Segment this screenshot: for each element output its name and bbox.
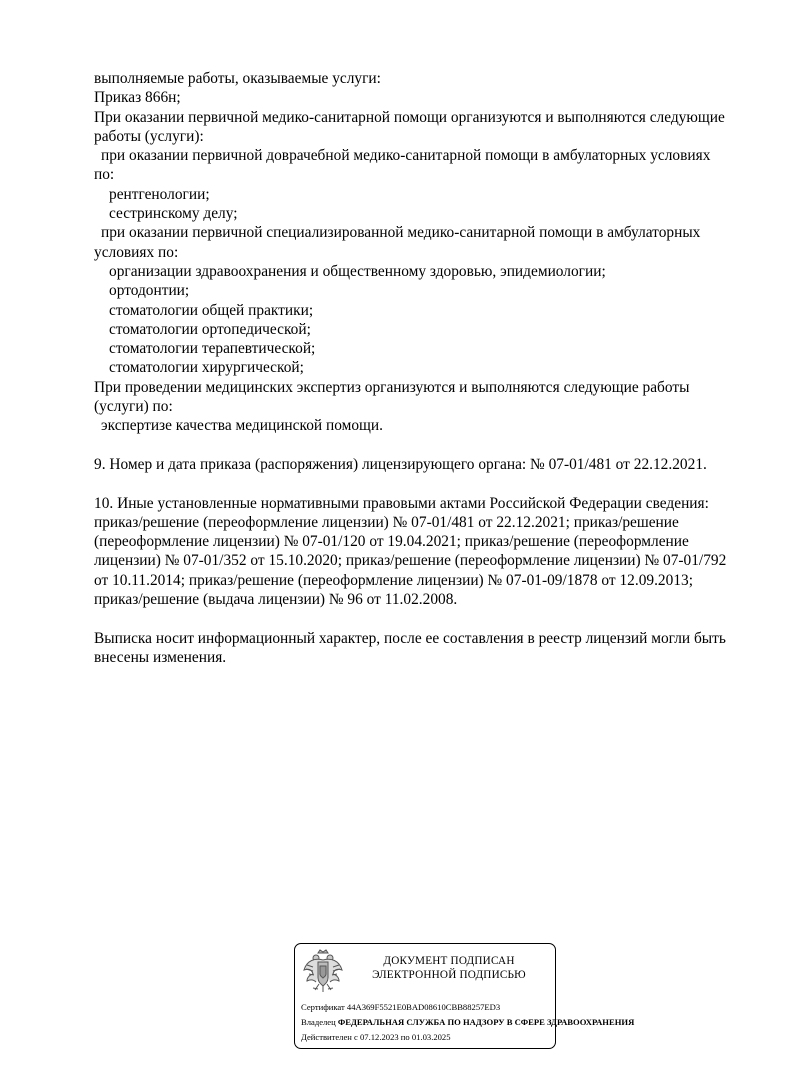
text-line: при оказании первичной специализированной медико-санитарной помощи в амбулаторных [101, 224, 701, 242]
stamp-title-line: ДОКУМЕНТ ПОДПИСАН [383, 955, 515, 967]
text-line: (услуги) по: [94, 398, 173, 416]
stamp-details [301, 1000, 635, 1046]
text-line: работы (услуги): [94, 127, 204, 145]
stamp-title-line: ЭЛЕКТРОННОЙ ПОДПИСЬЮ [372, 969, 526, 981]
text-line: сестринскому делу; [109, 205, 238, 223]
text-line: При проведении медицинских экспертиз организуются и выполняются следующие работы [94, 378, 690, 396]
text-line: при оказании первичной доврачебной медико-санитарной помощи в амбулаторных условиях [101, 147, 711, 165]
certificate-label: Сертификат [301, 1002, 345, 1012]
electronic-signature-stamp [294, 943, 635, 1049]
coat-of-arms-icon [301, 948, 345, 994]
paragraph-gap [94, 436, 754, 455]
certificate-value: 44A369F5521E0BAD08610CBB88257ED3 [346, 1002, 501, 1012]
text-line: организации здравоохранения и общественному здоровью, эпидемиологии; [109, 262, 606, 280]
text-line: При оказании первичной медико-санитарной помощи организуются и выполняются следующие [94, 108, 725, 126]
paragraph-gap [94, 474, 754, 493]
section-10-line: приказ/решение (выдача лицензии) № 96 от 11.02.2008. [94, 591, 458, 609]
section-9: 9. Номер и дата приказа (распоряжения) лицензирующего органа: № 07-01/481 от 22.12.2021. [94, 455, 707, 473]
owner-row [301, 1015, 635, 1030]
certificate-row [301, 1000, 601, 1015]
paragraph-gap [94, 609, 754, 628]
text-line: стоматологии общей практики; [109, 301, 314, 319]
section-10-line: (переоформление лицензии) № 07-01/120 от 19.04.2021; приказ/решение (переоформление [94, 533, 689, 551]
section-10-line: 10. Иные установленные нормативными правовыми актами Российской Федерации сведения: [94, 494, 709, 512]
text-line: по: [94, 166, 115, 184]
note-line: Выписка носит информационный характер, после ее составления в реестр лицензий могли быть [94, 629, 726, 647]
validity-row: Действителен с 07.12.2023 по 01.03.2025 [301, 1032, 451, 1043]
text-line: ортодонтии; [109, 282, 190, 300]
text-line: стоматологии терапевтической; [109, 340, 316, 358]
section-10-line: лицензии) № 07-01/352 от 15.10.2020; приказ/решение (переоформление лицензии) № 07-01/792 [94, 552, 727, 570]
note-line: внесены изменения. [94, 648, 227, 666]
owner-value: ФЕДЕРАЛЬНАЯ СЛУЖБА ПО НАДЗОРУ В СФЕРЕ ЗДРАВООХРАНЕНИЯ [337, 1017, 635, 1028]
owner-label: Владелец [301, 1017, 336, 1028]
text-line: рентгенологии; [109, 185, 210, 203]
text-line: стоматологии ортопедической; [109, 320, 311, 338]
text-line: выполняемые работы, оказываемые услуги: [94, 70, 381, 87]
text-line: условиях по: [94, 243, 179, 261]
text-line: стоматологии хирургической; [109, 359, 304, 377]
text-line: Приказ 866н; [94, 89, 181, 107]
stamp-title [347, 954, 551, 982]
section-10-line: от 10.11.2014; приказ/решение (переоформление лицензии) № 07-01-09/1878 от 12.09.2013; [94, 571, 693, 589]
document-body [94, 69, 754, 667]
section-10-line: приказ/решение (переоформление лицензии) № 07-01/481 от 22.12.2021; приказ/решение [94, 513, 679, 531]
text-line: экспертизе качества медицинской помощи. [101, 417, 383, 435]
